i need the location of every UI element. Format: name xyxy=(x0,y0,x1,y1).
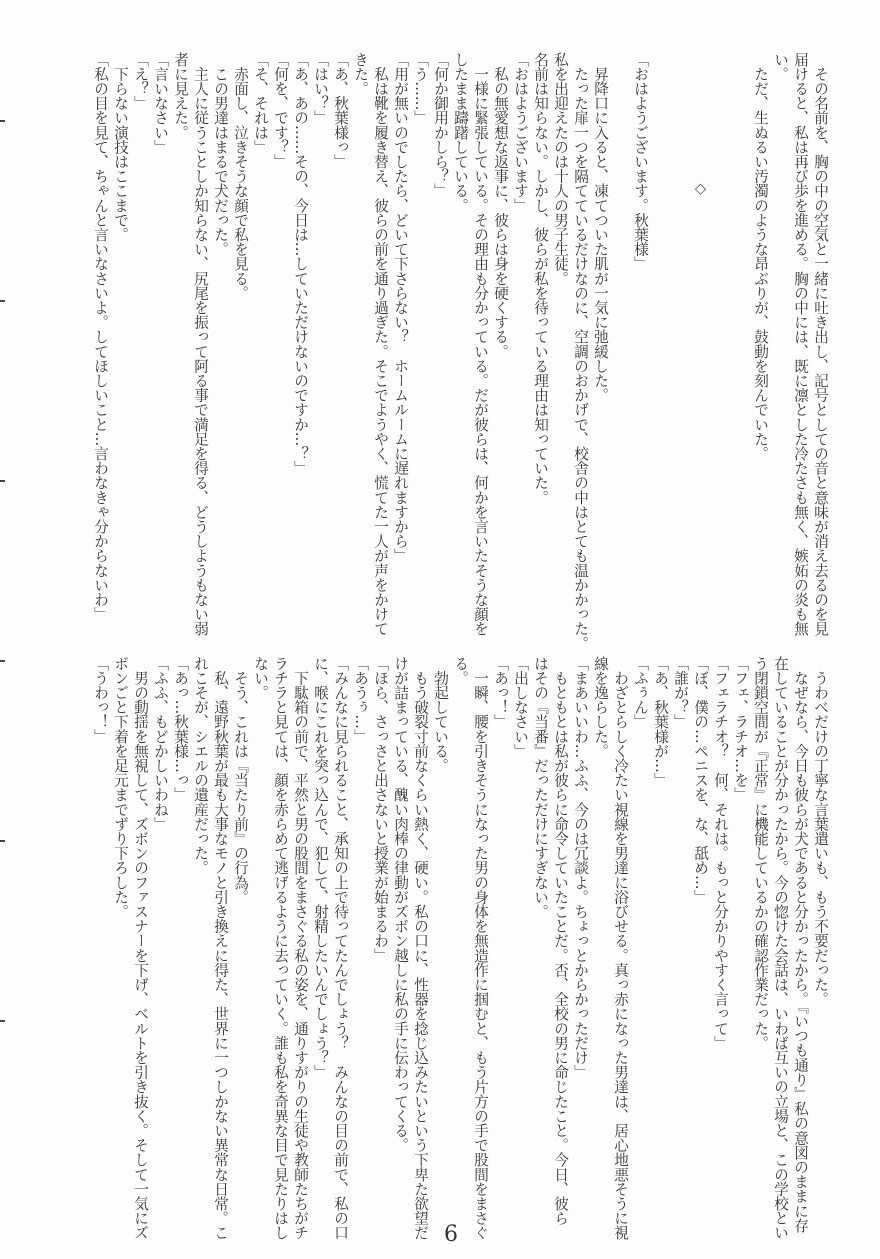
text-line: そう、これは『当たり前』の行為。 xyxy=(232,656,249,905)
text-line: 在していることが分かったから。今の惚けた会話は、いわば互いの立場と、この学校とい xyxy=(772,656,789,1240)
text-line: 「みんなに見られること、承知の上で待ってたんでしょう？ みんなの目の前で、私の口 xyxy=(332,656,349,1240)
top-text-block xyxy=(90,52,830,651)
text-line: 「あうぅ…」 xyxy=(352,656,369,744)
blank-line xyxy=(650,52,670,602)
text-line: 「はい？」 xyxy=(312,52,329,125)
blank-line xyxy=(610,52,630,602)
text-line: る。 xyxy=(452,656,469,686)
text-line: 「そ、それは」 xyxy=(252,52,269,155)
text-line: 者に見えた。 xyxy=(172,52,189,140)
text-line: 「私の目を見て、ちゃんと言いなさいよ。してほしいこと…言わなきゃ分からないわ」 xyxy=(92,52,109,622)
text-line: 一瞬、腰を引きそうになった男の身体を無造作に掴むと、もう片方の手で股間をまさぐ xyxy=(472,656,489,1240)
text-line: 「ふふ、もどかしいわね」 xyxy=(152,656,169,832)
binding-mark xyxy=(0,120,5,122)
text-line: 「おはようございます。秋葉様」 xyxy=(632,52,649,271)
text-line: 「あ、秋葉様っ」 xyxy=(332,52,349,169)
text-line: 「フェラチオ？ 何、それは。もっと分かりやすく言って」 xyxy=(712,656,729,1051)
blank-line xyxy=(730,52,750,602)
text-line: 「言いなさい」 xyxy=(152,52,169,155)
text-line: 線を逸らした。 xyxy=(592,656,609,759)
text-line: 私の無愛想な返事に、彼らは身を硬くする。 xyxy=(492,52,509,359)
text-line: 下駄箱の前で、平然と男の股間をまさぐる私の姿を、通りすがりの生徒や教師たちがチ xyxy=(292,656,309,1240)
text-line: 「用が無いのでしたら、どいて下さらない？ ホームルームに遅れますから」 xyxy=(392,52,409,563)
binding-mark xyxy=(0,480,5,482)
text-line: ボンごと下着を足元までずり下ろした。 xyxy=(112,656,129,919)
text-line: 「出しなさい」 xyxy=(512,656,529,759)
text-line: 「ぼ、僕の…ペニスを、な、舐め…」 xyxy=(692,656,709,905)
text-line: 届けると、私は再び歩を進める。胸の中には、既に凛とした冷たさも無く、嫉妬の炎も無 xyxy=(792,52,809,636)
text-line: たった扉一つを隔てているだけなのに、空調のおかげで、校舎の中はとても温かかった。 xyxy=(572,52,589,651)
text-line: 「え？」 xyxy=(132,52,149,111)
text-line: もう破裂寸前なくらい熱く、硬い。私の口に、性器を捻じ込みたいという下卑た欲望だ xyxy=(412,656,429,1240)
binding-mark xyxy=(0,300,5,302)
bottom-text-block xyxy=(90,656,830,1240)
text-line: ラチラと見ては、顔を赤らめて逃げるように去っていく。誰も私を奇異な目で見たりはし xyxy=(272,656,289,1240)
text-line: 「ほら、さっさと出さないと授業が始まるわ」 xyxy=(372,656,389,963)
text-line: 私は靴を履き替え、彼らの前を通り過ぎた。そこでようやく、慌てた一人が声をかけて xyxy=(372,52,389,636)
text-line: 名前は知らない。しかし、彼らが私を待っている理由は知っていた。 xyxy=(532,52,549,505)
text-line: 「誰が？」 xyxy=(672,656,689,729)
text-line: もともとは私が彼らに命令していたことだ。否、全校の男に命じたこと。今日、彼ら xyxy=(552,656,569,1226)
text-line: に、喉にこれを突っ込んで、犯して、射精したいんでしょう？」 xyxy=(312,656,329,1080)
text-line: 「あ、秋葉様が…」 xyxy=(652,656,669,788)
section-separator-diamond: ◇ xyxy=(692,180,709,197)
text-line: したまま躊躇している。 xyxy=(452,52,469,213)
text-line: この男達はまるで犬だった。 xyxy=(212,52,229,257)
text-line: はその『当番』だっただけにすぎない。 xyxy=(532,656,549,919)
text-line: 一様に緊張している。その理由も分かっている。だが彼らは、何かを言いたそうな顔を xyxy=(472,52,489,636)
text-line: 「何を、です？」 xyxy=(272,52,289,169)
text-line: 下らない演技はここまで。 xyxy=(112,52,129,242)
text-line: うわべだけの丁寧な言葉遣いも、もう不要だった。 xyxy=(812,656,829,1007)
binding-mark xyxy=(0,660,5,662)
binding-mark xyxy=(0,1020,5,1022)
text-line: 昇降口に入ると、凍てついた肌が一気に弛緩した。 xyxy=(592,52,609,403)
text-line: 「フェ、ラチオ…を」 xyxy=(732,656,749,802)
blank-line xyxy=(670,52,690,602)
text-line: 「おはようございます」 xyxy=(512,52,529,213)
text-line: けが詰まっている、醜い肉棒の律動がズボン越しに私の手に伝わってくる。 xyxy=(392,656,409,1153)
text-line: 私を出迎えたのは十人の男子生徒。 xyxy=(552,52,569,286)
text-line: その名前を、胸の中の空気と一緒に吐き出し、記号としての音と意味が消え去るのを見 xyxy=(812,52,829,636)
text-line: 勃起している。 xyxy=(432,656,449,773)
text-line: 「ふぅん」 xyxy=(632,656,649,729)
page-number: 6 xyxy=(444,1222,458,1247)
text-line: わざとらしく冷たい視線を男達に浴びせる。真っ赤になった男達は、居心地悪そうに視 xyxy=(612,656,629,1240)
text-line: 赤面し、泣きそうな顔で私を見る。 xyxy=(232,52,249,301)
blank-line xyxy=(710,52,730,602)
text-line: 「う……」 xyxy=(412,52,429,125)
text-line: 「何か御用かしら？」 xyxy=(432,52,449,198)
text-line: なぜなら、今日も彼らが犬であると分かったから。『いつも通り』私の意図のままに存 xyxy=(792,656,809,1233)
binding-mark xyxy=(0,840,5,842)
text-line: 私、遠野秋葉が最も大事なモノと引き換えに得た、世界に一つしかない異常な日常。こ xyxy=(212,656,229,1240)
text-line: ない。 xyxy=(252,656,269,700)
text-line: 「あ、あの……その、今日は…していただけないのですか…？」 xyxy=(292,52,309,476)
text-line: ただ、生ぬるい汚濁のような昂ぶりが、鼓動を刻んでいた。 xyxy=(752,52,769,461)
text-line: 「あっ！」 xyxy=(492,656,509,729)
text-line: 「まあいいわ…ふふ、今のは冗談よ。ちょっとからかっただけ」 xyxy=(572,656,589,1080)
text-line: い。 xyxy=(772,52,789,82)
text-line: 「うわっ！」 xyxy=(92,656,109,744)
text-line: れこそが、シエルの遺産だった。 xyxy=(192,656,209,875)
text-line: きた。 xyxy=(352,52,369,96)
text-line: 主人に従うことしか知らない、尻尾を振って阿る事で満足を得る、どうしようもない弱 xyxy=(192,52,209,636)
text-line: う閉鎖空間が『正常』に機能しているかの確認作業だった。 xyxy=(752,656,769,1051)
text-line: 男の動揺を無視して、ズボンのファスナーを下げ、ベルトを引き抜く。そして一気にズ xyxy=(132,656,149,1240)
text-line: 「あっ…秋葉様…っ」 xyxy=(172,656,189,802)
